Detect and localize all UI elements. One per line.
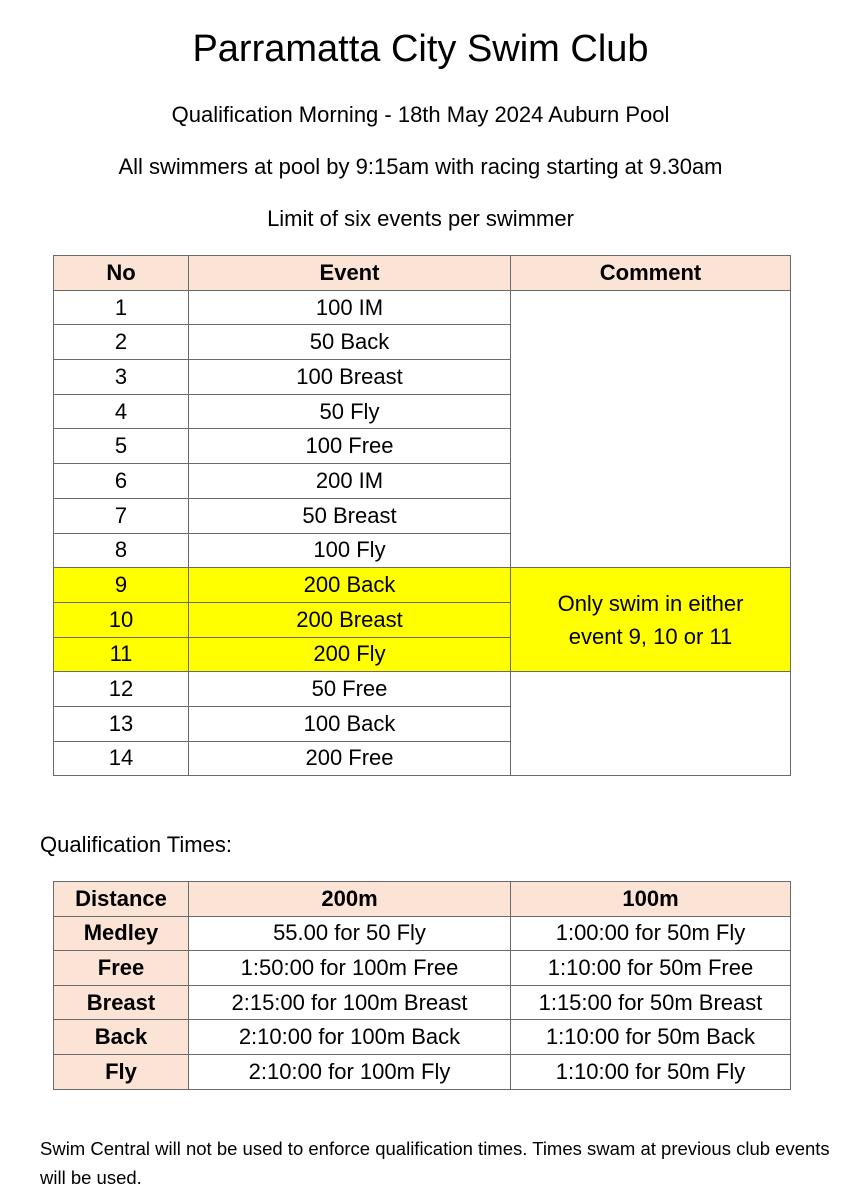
table-row — [54, 672, 791, 707]
page-title: Parramatta City Swim Club — [192, 28, 649, 70]
event-no: 1 — [54, 290, 189, 325]
event-no: 10 — [54, 602, 189, 637]
table-row — [54, 985, 791, 1020]
table-row — [54, 1020, 791, 1055]
table-row — [54, 916, 791, 951]
comment-empty-bottom — [511, 672, 791, 776]
qualification-times-table — [53, 881, 791, 1090]
event-name: 50 Fly — [189, 394, 511, 429]
header-no: No — [54, 256, 189, 291]
event-name: 100 Breast — [189, 360, 511, 395]
time-200m: 1:50:00 for 100m Free — [189, 951, 511, 986]
time-200m: 2:10:00 for 100m Fly — [189, 1054, 511, 1089]
event-no: 7 — [54, 498, 189, 533]
header-200m: 200m — [189, 882, 511, 917]
time-100m: 1:10:00 for 50m Back — [511, 1020, 791, 1055]
time-100m: 1:00:00 for 50m Fly — [511, 916, 791, 951]
event-limit-note: Limit of six events per swimmer — [267, 206, 574, 231]
event-subtitle: Qualification Morning - 18th May 2024 Auburn Pool — [171, 102, 670, 127]
time-200m: 2:15:00 for 100m Breast — [189, 985, 511, 1020]
stroke-label: Breast — [54, 985, 189, 1020]
events-table — [53, 255, 791, 776]
event-name: 200 Back — [189, 568, 511, 603]
event-name: 200 Free — [189, 741, 511, 776]
time-200m: 2:10:00 for 100m Back — [189, 1020, 511, 1055]
event-name: 50 Breast — [189, 498, 511, 533]
table-row — [54, 951, 791, 986]
event-name: 50 Free — [189, 672, 511, 707]
event-name: 100 Back — [189, 706, 511, 741]
event-no: 11 — [54, 637, 189, 672]
event-no: 8 — [54, 533, 189, 568]
table-row — [54, 290, 791, 325]
time-100m: 1:10:00 for 50m Fly — [511, 1054, 791, 1089]
time-200m: 55.00 for 50 Fly — [189, 916, 511, 951]
event-name: 200 Breast — [189, 602, 511, 637]
event-name: 100 Free — [189, 429, 511, 464]
event-no: 3 — [54, 360, 189, 395]
event-no: 6 — [54, 464, 189, 499]
table-row — [54, 1054, 791, 1089]
event-no: 4 — [54, 394, 189, 429]
footer-note: Swim Central will not be used to enforce qualification times. Times swam at previous club events will be used. — [40, 1138, 830, 1188]
stroke-label: Back — [54, 1020, 189, 1055]
event-no: 5 — [54, 429, 189, 464]
header-distance: Distance — [54, 882, 189, 917]
event-no: 13 — [54, 706, 189, 741]
event-name: 100 Fly — [189, 533, 511, 568]
header-comment: Comment — [511, 256, 791, 291]
event-no: 12 — [54, 672, 189, 707]
event-comment: Only swim in either event 9, 10 or 11 — [511, 568, 791, 672]
quals-header-row — [54, 882, 791, 917]
time-100m: 1:10:00 for 50m Free — [511, 951, 791, 986]
events-header-row — [54, 256, 791, 291]
time-100m: 1:15:00 for 50m Breast — [511, 985, 791, 1020]
event-no: 9 — [54, 568, 189, 603]
stroke-label: Free — [54, 951, 189, 986]
event-name: 200 Fly — [189, 637, 511, 672]
header-event: Event — [189, 256, 511, 291]
table-row-highlighted — [54, 568, 791, 603]
arrival-note: All swimmers at pool by 9:15am with racing starting at 9.30am — [118, 154, 723, 179]
event-name: 100 IM — [189, 290, 511, 325]
header-100m: 100m — [511, 882, 791, 917]
comment-empty-top — [511, 290, 791, 568]
event-no: 2 — [54, 325, 189, 360]
event-name: 50 Back — [189, 325, 511, 360]
stroke-label: Medley — [54, 916, 189, 951]
stroke-label: Fly — [54, 1054, 189, 1089]
qualification-times-label: Qualification Times: — [40, 832, 232, 857]
event-no: 14 — [54, 741, 189, 776]
event-name: 200 IM — [189, 464, 511, 499]
